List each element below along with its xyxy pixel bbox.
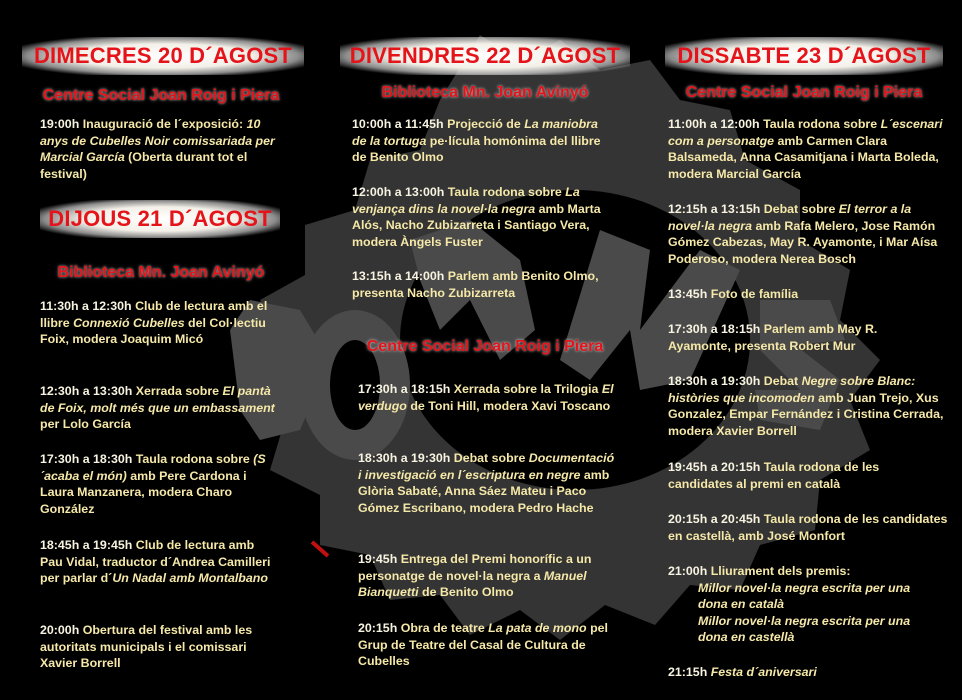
event-time: 11:30h a 12:30h — [40, 299, 132, 313]
event-text: Xerrada sobre — [132, 384, 223, 398]
event-text: amb Rafa Melero, Jose Ramón Gómez Cabezas, May R. Ayamonte, i Mar Aísa Poderoso, modera Nerea Bosch — [668, 218, 938, 266]
event-title: Manuel Bianquetti — [358, 568, 587, 600]
event-text: Projecció de — [443, 117, 525, 131]
event-time: 12:15h a 13:15h — [668, 202, 761, 216]
event-title: La venjança dins la novel·la negra — [352, 185, 580, 216]
event-time: 21:00h — [668, 564, 708, 578]
event-item — [668, 286, 948, 303]
event-time: 18:30h a 19:30h — [668, 374, 761, 388]
event-title: El verdugo — [358, 382, 614, 413]
event-item — [40, 451, 280, 517]
day-heading-wednesday: DIMECRES 20 D´AGOST — [22, 37, 304, 75]
event-text: Club de lectura amb el llibre — [40, 299, 268, 330]
event-item — [358, 620, 620, 670]
event-title: Un Nadal amb Montalbano — [112, 571, 268, 586]
event-time: 19:45h — [358, 552, 398, 566]
event-item — [668, 459, 930, 492]
venue-title: Centre Social Joan Roig i Piera — [42, 87, 280, 104]
event-time: 11:00h a 12:00h — [668, 117, 760, 131]
venue-title: Biblioteca Mn. Joan Avinyó — [57, 264, 265, 281]
event-item — [668, 664, 928, 681]
event-text: Taula rodona de les candidates en castellà, amb José Monfort — [668, 512, 948, 543]
event-time: 20:15h a 20:45h — [668, 512, 761, 526]
event-title: Connexió Cubelles — [73, 315, 185, 330]
event-title: El pantà de Foix, molt més que un embassament — [40, 384, 275, 415]
event-time: 19:00h — [40, 117, 80, 131]
event-time: 10:00h a 11:45h — [352, 117, 444, 131]
event-item — [668, 563, 928, 646]
event-text: pe·lícula homónima del llibre de Benito Olmo — [352, 133, 601, 165]
event-text: Club de lectura amb Pau Vidal, traductor d´Andrea Camilleri per parlar d´ — [40, 538, 271, 586]
event-item — [668, 201, 950, 267]
event-item — [352, 268, 622, 301]
event-item — [40, 383, 280, 433]
event-title: (S´acaba el món) — [40, 452, 266, 483]
event-item — [668, 511, 950, 544]
event-text: Taula rodona de les candidates al premi en català — [668, 460, 880, 491]
day-heading-friday: DIVENDRES 22 D´AGOST — [340, 37, 630, 75]
event-text: amb Pere Cardona i Laura Manzanera, modera Charo González — [40, 468, 247, 516]
award-line: Millor novel·la negra escrita per una dona en castellà — [698, 613, 911, 645]
event-item — [668, 373, 950, 439]
event-text: de Toni Hill, modera Xavi Toscano — [406, 398, 611, 413]
award-line: Millor novel·la negra escrita per una dona en català — [698, 580, 911, 612]
event-time: 19:45h a 20:15h — [668, 460, 761, 474]
event-title: L´escenari com a personatge — [668, 117, 943, 148]
event-text: pel Grup de Teatre del Casal de Cultura de Cubelles — [358, 621, 608, 669]
event-text: de Benito Olmo — [418, 585, 514, 600]
event-text: Foto de família — [707, 287, 799, 301]
event-text: amb Marta Alós, Nacho Zubizarreta i Santiago Vera, modera Àngels Fuster — [352, 201, 601, 249]
event-text: Obra de teatre — [397, 621, 489, 635]
event-text: Taula rodona sobre — [759, 117, 881, 131]
event-text: Entrega del Premi honorífic a un personatge de novel·la negra a — [358, 552, 592, 583]
event-text: Debat sobre — [450, 451, 529, 465]
event-item — [358, 551, 620, 601]
event-time: 12:30h a 13:30h — [40, 384, 133, 398]
venue-title: Centre Social Joan Roig i Piera — [685, 84, 923, 101]
event-text: Lliurament dels premis: — [707, 564, 851, 578]
event-item — [668, 116, 948, 182]
event-text: Parlem amb Benito Olmo, presenta Nacho Zubizarreta — [352, 269, 599, 300]
event-time: 13:15h a 14:00h — [352, 269, 445, 283]
event-text: per Lolo García — [40, 417, 131, 432]
event-time: 20:00h — [40, 623, 80, 637]
day-heading-saturday: DISSABTE 23 D´AGOST — [665, 37, 943, 75]
event-time: 12:00h a 13:00h — [352, 185, 445, 199]
event-time: 20:15h — [358, 621, 398, 635]
event-item — [668, 321, 918, 354]
event-item — [358, 381, 620, 414]
event-item — [40, 622, 280, 672]
event-text: amb Glòria Sabaté, Anna Sáez Mateu i Paco Gómez Escribano, modera Pedro Hache — [358, 467, 610, 515]
event-time: 21:15h — [668, 665, 708, 679]
event-text: Obertura del festival amb les autoritats municipals i el comissari Xavier Borrell — [40, 623, 253, 671]
event-title: Documentació i investigació en l´escriptura en negre — [358, 451, 615, 482]
event-item — [358, 450, 620, 516]
event-item — [40, 116, 290, 182]
event-time: 17:30h a 18:15h — [358, 382, 451, 396]
event-text: Debat — [760, 374, 802, 388]
event-item — [352, 184, 620, 250]
event-text: Taula rodona sobre — [444, 185, 566, 199]
event-text: del Col·lectiu Foix, modera Joaquim Micó — [40, 315, 266, 347]
event-time: 18:45h a 19:45h — [40, 538, 133, 552]
event-text: Parlem amb May R. Ayamonte, presenta Robert Mur — [668, 322, 878, 353]
event-time: 18:30h a 19:30h — [358, 451, 451, 465]
event-item — [40, 298, 280, 348]
event-text: Xerrada sobre la Trilogia — [450, 382, 602, 396]
event-title: La maniobra de la tortuga — [352, 117, 598, 148]
event-time: 17:30h a 18:15h — [668, 322, 761, 336]
event-item — [352, 116, 608, 166]
event-time: 17:30h a 18:30h — [40, 452, 133, 466]
event-text: (Oberta durant tot el festival) — [40, 150, 248, 181]
event-title: El terror a la novel·la negra — [668, 202, 912, 233]
event-text: amb Carmen Clara Balsameda, Anna Casamitjana i Marta Boleda, modera Marcial García — [668, 133, 939, 181]
event-text: amb Juan Trejo, Xus Gonzalez, Empar Fernández i Cristina Cerrada, modera Xavier Borrell — [668, 390, 944, 438]
event-item — [40, 537, 280, 587]
event-title: 10 anys de Cubelles Noir comissariada per Marcial García — [40, 117, 275, 165]
venue-title: Centre Social Joan Roig i Piera — [366, 338, 604, 355]
event-title: La pata de mono — [488, 621, 587, 635]
event-title: Negre sobre Blanc: històries que incomoden — [668, 374, 916, 405]
event-title: Festa d´aniversari — [707, 665, 817, 679]
event-text: Taula rodona sobre — [132, 452, 254, 466]
event-text: Debat sobre — [760, 202, 839, 216]
day-heading-thursday: DIJOUS 21 D´AGOST — [40, 200, 280, 238]
event-text: Inauguració de l´exposició: — [79, 117, 247, 131]
event-time: 13:45h — [668, 287, 708, 301]
venue-title: Biblioteca Mn. Joan Avinyó — [381, 84, 589, 101]
